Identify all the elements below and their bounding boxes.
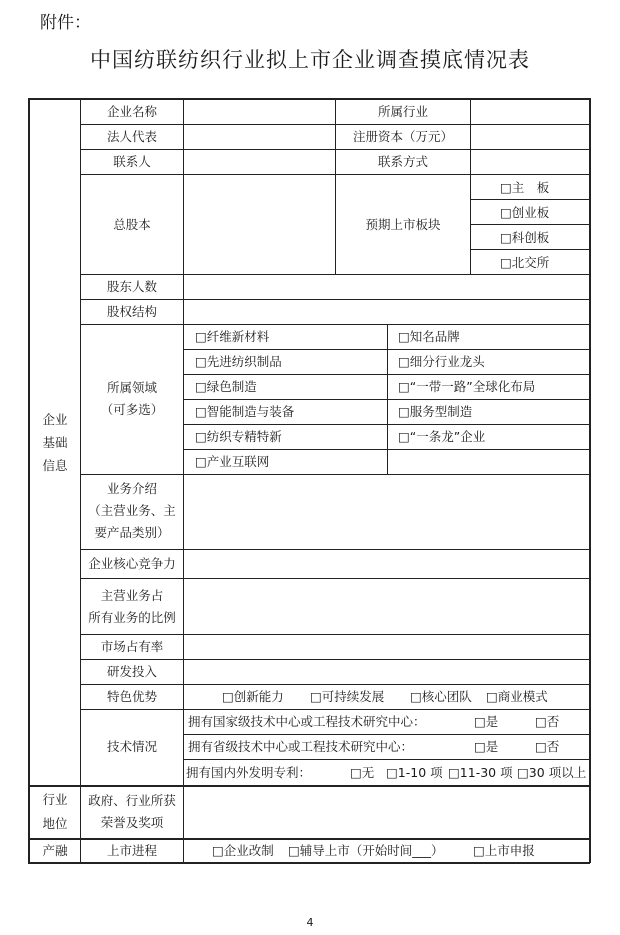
board-option-main[interactable]: □主 板	[500, 180, 550, 195]
label-ipo-progress: 上市进程	[106, 843, 157, 858]
patent-option-11-30[interactable]: □11-30 项	[448, 765, 513, 780]
ipo-option-apply[interactable]: □上市申报	[473, 843, 535, 858]
patent-option-1-10[interactable]: □1-10 项	[386, 765, 443, 780]
contact-field[interactable]	[184, 150, 335, 174]
label-industry: 所属行业	[377, 104, 428, 119]
page-number: 4	[306, 916, 314, 929]
feature-option-team[interactable]: □核心团队	[410, 689, 472, 704]
field-option-fiber[interactable]: □纤维新材料	[195, 329, 270, 344]
section-basic-info: 企业 基础 信息	[42, 412, 68, 473]
shareholders-field[interactable]	[184, 275, 589, 299]
label-core-competence: 企业核心竞争力	[88, 556, 176, 571]
field-option-smart[interactable]: □智能制造与装备	[195, 404, 295, 419]
tech-national-label: 拥有国家级技术中心或工程技术研究中心：	[188, 714, 426, 729]
ipo-option-reform[interactable]: □企业改制	[212, 843, 274, 858]
label-tech: 技术情况	[106, 739, 157, 754]
board-option-bse[interactable]: □北交所	[500, 255, 550, 270]
label-business-intro: 业务介绍 （主营业务、主 要产品类别）	[88, 481, 176, 540]
reg-capital-field[interactable]	[471, 125, 589, 149]
label-market-share: 市场占有率	[100, 639, 164, 654]
board-option-chinext[interactable]: □创业板	[500, 205, 550, 220]
industry-field[interactable]	[471, 99, 589, 124]
field-option-chain[interactable]: □“一条龙”企业	[398, 429, 486, 444]
company-name-field[interactable]	[184, 99, 335, 124]
label-features: 特色优势	[106, 689, 157, 704]
business-intro-field[interactable]	[184, 475, 589, 549]
contact-method-field[interactable]	[471, 150, 589, 174]
patent-option-none[interactable]: □无	[350, 765, 375, 780]
core-competence-field[interactable]	[184, 550, 589, 578]
tech-provincial-yes[interactable]: □是	[474, 739, 499, 754]
label-contact-method: 联系方式	[377, 154, 428, 169]
label-equity: 股权结构	[106, 304, 157, 319]
label-contact: 联系人	[113, 154, 151, 169]
field-option-leader[interactable]: □细分行业龙头	[398, 354, 485, 369]
section-industry-position: 行业 地位	[42, 792, 68, 831]
field-option-internet[interactable]: □产业互联网	[195, 454, 270, 469]
label-total-shares: 总股本	[113, 217, 151, 232]
ipo-option-tutoring[interactable]: □辅导上市（开始时间___）	[288, 843, 444, 858]
label-legal-rep: 法人代表	[106, 129, 157, 144]
field-option-green[interactable]: □绿色制造	[195, 379, 257, 394]
tech-national-yes[interactable]: □是	[474, 714, 499, 729]
feature-option-business-model[interactable]: □商业模式	[486, 689, 548, 704]
tech-national-no[interactable]: □否	[535, 714, 560, 729]
page-title: 中国纺联纺织行业拟上市企业调查摸底情况表	[90, 48, 530, 72]
equity-field[interactable]	[184, 300, 589, 324]
market-share-field[interactable]	[184, 635, 589, 659]
label-company-name: 企业名称	[106, 104, 157, 119]
board-option-star[interactable]: □科创板	[500, 230, 550, 245]
feature-option-innovation[interactable]: □创新能力	[222, 689, 284, 704]
section-finance: 产融	[42, 843, 68, 858]
attachment-label: 附件：	[40, 13, 91, 33]
label-honors: 政府、行业所获 荣誉及奖项	[88, 793, 176, 830]
patent-option-30plus[interactable]: □30 项以上	[517, 765, 587, 780]
field-option-service[interactable]: □服务型制造	[398, 404, 473, 419]
tech-provincial-label: 拥有省级技术中心或工程技术研究中心：	[188, 739, 414, 754]
label-shareholders: 股东人数	[106, 279, 157, 294]
legal-rep-field[interactable]	[184, 125, 335, 149]
label-main-ratio: 主营业务占 所有业务的比例	[88, 588, 176, 625]
field-option-textiles[interactable]: □先进纺织制品	[195, 354, 282, 369]
label-listing-board: 预期上市板块	[365, 217, 441, 232]
tech-provincial-no[interactable]: □否	[535, 739, 560, 754]
main-ratio-field[interactable]	[184, 579, 589, 634]
label-reg-capital: 注册资本（万元）	[352, 129, 453, 144]
field-option-specialized[interactable]: □纺织专精特新	[195, 429, 282, 444]
feature-option-sustainable[interactable]: □可持续发展	[310, 689, 385, 704]
field-option-brand[interactable]: □知名品牌	[398, 329, 460, 344]
total-shares-field[interactable]	[184, 175, 335, 274]
field-option-belt-road[interactable]: □“一带一路”全球化布局	[398, 379, 536, 394]
label-field: 所属领域 （可多选）	[100, 380, 164, 417]
tech-patents-label: 拥有国内外发明专利：	[186, 765, 312, 780]
rd-field[interactable]	[184, 660, 589, 684]
honors-field[interactable]	[184, 787, 589, 838]
label-rd: 研发投入	[106, 664, 157, 679]
